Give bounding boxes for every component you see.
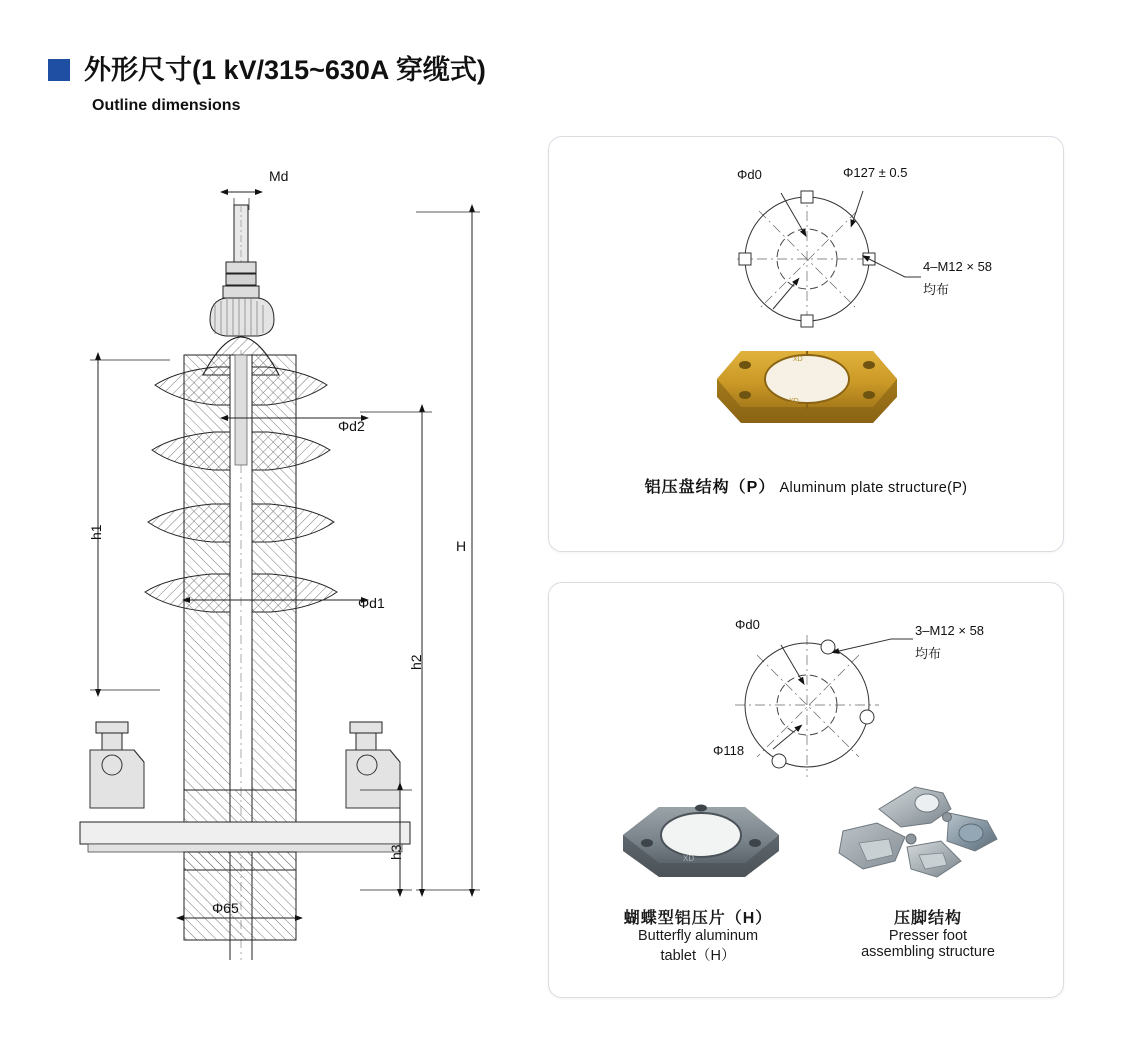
butterfly-tablet-caption-en-1: Butterfly aluminum (637, 928, 759, 944)
aluminum-plate-part-image (697, 323, 917, 453)
aluminum-plate-bolt-circle-drawing (677, 159, 997, 349)
bushing-outline-drawing (60, 150, 530, 960)
label-phi-d1: Φd1 (358, 595, 385, 611)
label-bolts-3m12: 3–M12 × 58 (915, 623, 985, 638)
label-bolts-note-top: 均布 (923, 282, 950, 297)
label-phi-65: Φ65 (212, 900, 239, 916)
butterfly-tablet-caption-en-2: tablet（H） (660, 948, 736, 964)
presser-foot-part-image (819, 769, 1019, 897)
butterfly-tablet-caption (573, 905, 823, 965)
label-phi-127: Φ127 ± 0.5 (843, 165, 908, 180)
label-h: H (456, 538, 467, 554)
label-phi-d2: Φd2 (338, 418, 365, 434)
aluminum-plate-caption-cn: 铝压盘结构（P） (644, 479, 776, 496)
label-h2: h2 (408, 654, 424, 670)
label-phi-d0-top: Φd0 (737, 167, 762, 182)
label-bolts-note-bottom: 均布 (915, 646, 942, 661)
page-subtitle: Outline dimensions (92, 97, 241, 114)
butterfly-bolt-circle-drawing (677, 605, 997, 795)
label-phi-118: Φ118 (713, 743, 745, 758)
svg-text:XD: XD (683, 854, 695, 863)
aluminum-plate-caption (549, 477, 1063, 499)
page-title: 外形尺寸(1 kV/315~630A 穿缆式) (84, 55, 486, 85)
presser-foot-caption-en-1: Presser foot (888, 928, 968, 944)
label-h3: h3 (388, 844, 404, 860)
svg-text:XD: XD (789, 398, 799, 405)
presser-foot-caption (803, 905, 1053, 960)
butterfly-tablet-caption-cn: 蝴蝶型铝压片（H） (623, 910, 773, 927)
label-bolts-4m12: 4–M12 × 58 (923, 259, 993, 274)
svg-text:XD: XD (793, 356, 803, 363)
presser-foot-caption-cn: 压脚结构 (893, 910, 962, 927)
butterfly-tablet-card (548, 582, 1064, 998)
label-h1: h1 (88, 524, 104, 540)
aluminum-plate-caption-en: Aluminum plate structure(P) (779, 480, 968, 496)
label-phi-d0-bottom: Φd0 (735, 617, 760, 632)
bullet-square-icon (48, 59, 70, 81)
header-title-row (48, 48, 748, 87)
butterfly-tablet-part-image (595, 777, 805, 897)
page-header (48, 48, 748, 115)
presser-foot-caption-en-2: assembling structure (861, 944, 995, 960)
label-md: Md (269, 168, 289, 184)
aluminum-plate-card (548, 136, 1064, 552)
